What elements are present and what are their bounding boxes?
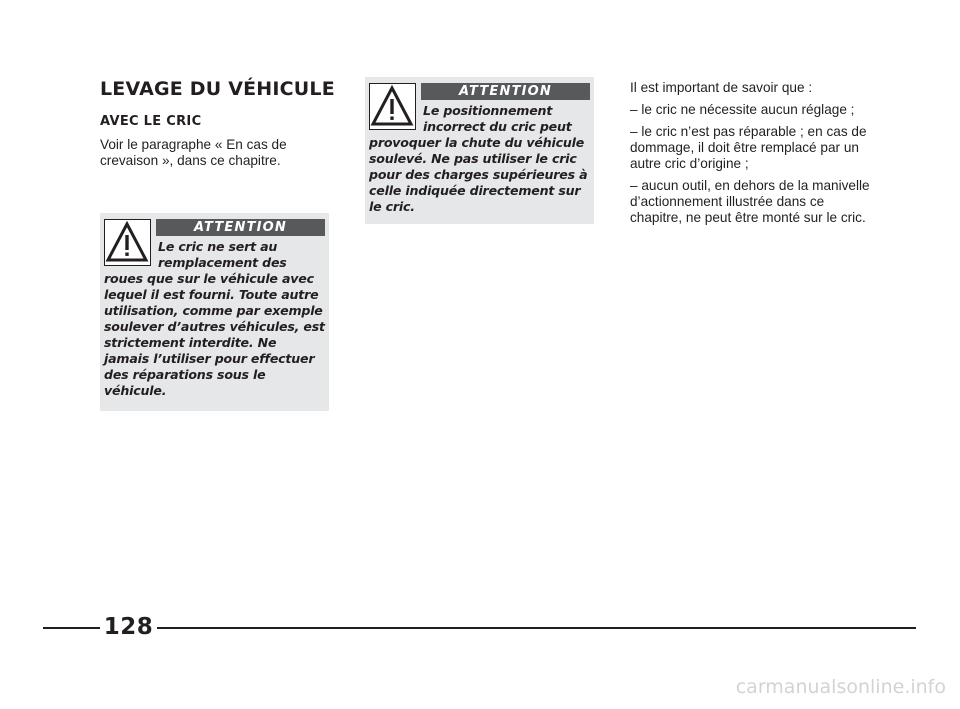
warning-text — [369, 103, 590, 215]
info-lead: Il est important de savoir que : — [630, 80, 813, 95]
info-item: – aucun outil, en dehors de la manivelle d’actionnement illustrée dans ce chapitre, ne peut être monté sur le cric. — [630, 178, 870, 225]
watermark: carmanualsonline.info — [735, 676, 946, 698]
section-subtitle: AVEC LE CRIC — [100, 114, 202, 129]
page-number: 128 — [103, 614, 154, 640]
warning-box-jack-usage — [100, 213, 329, 411]
intro-paragraph: Voir le paragraphe « En cas de crevaison », dans ce chapitre. — [100, 137, 287, 168]
warning-box-jack-positioning — [365, 77, 594, 224]
warning-text — [104, 239, 325, 399]
section-title: LEVAGE DU VÉHICULE — [100, 78, 335, 100]
warning-text-content: Le cric ne sert au remplacement des roues que sur le véhicule avec lequel il est fourni. Toute autre utilisation, comme par exemple soulever d’autres véhicules, est strictement interdite. Ne jamais l’utiliser pour effectuer des réparations sous le véhicule. — [104, 239, 325, 398]
warning-text-content: Le positionnement incorrect du cric peut provoquer la chute du véhicule soulevé. Ne pas utiliser le cric pour des charges supérieures à celle indiquée directement sur le cric. — [369, 103, 588, 214]
footer-rule-right — [157, 627, 916, 629]
info-item: – le cric n’est pas réparable ; en cas de dommage, il doit être remplacé par un autre cric d’origine ; — [630, 124, 867, 171]
footer-rule-left — [43, 627, 100, 629]
attention-banner: ATTENTION — [156, 219, 325, 236]
info-item: – le cric ne nécessite aucun réglage ; — [630, 102, 855, 117]
jack-info-column — [630, 80, 870, 232]
attention-banner: ATTENTION — [421, 83, 590, 100]
